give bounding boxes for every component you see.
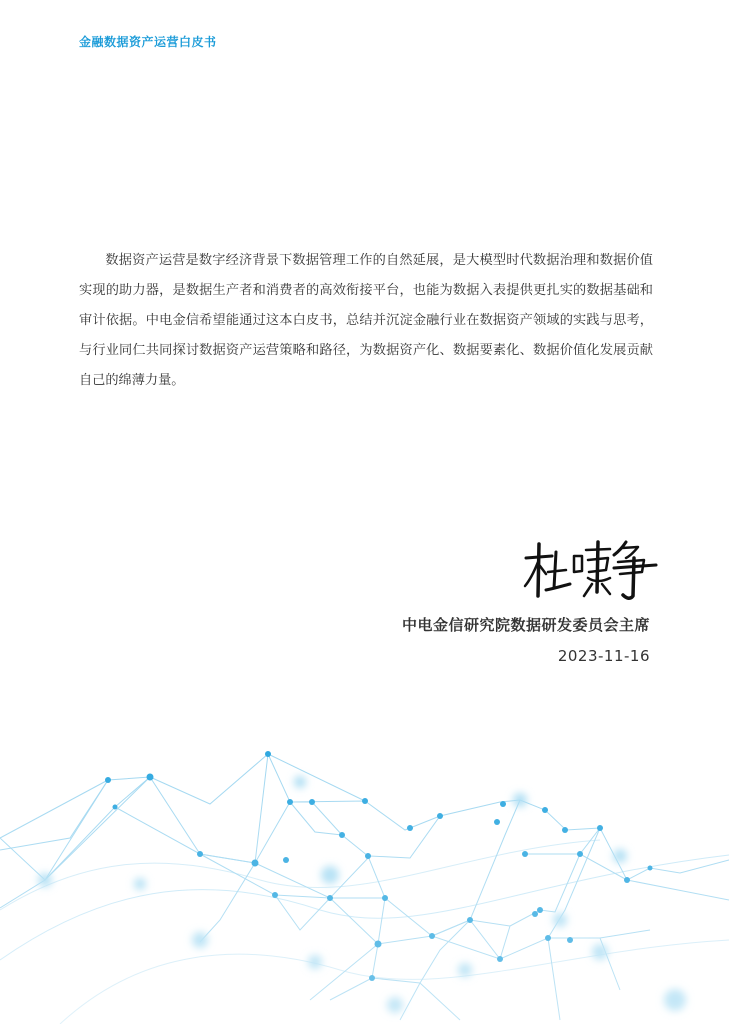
org-name: 中电金信研究院数据研发委员会主席 <box>401 616 650 634</box>
body-paragraph: 数据资产运营是数字经济背景下数据管理工作的自然延展，是大模型时代数据治理和数据价值实现的助力器，是数据生产者和消费者的高效衔接平台，也能为数据入表提供更扎实的数据基础和审计依据。中电金信希望能通过这本白皮书，总结并沉淀金融行业在数据资产领域的实践与思考，与行业同仁共同探讨数据资产运营策略和路径，为数据资产化、数据要素化、数据价值化发展贡献自己的绵薄力量。 <box>79 253 653 388</box>
handwritten-signature <box>522 538 662 602</box>
network-graphic <box>0 730 729 1024</box>
header-title: 金融数据资产运营白皮书 <box>79 35 217 49</box>
signature-date: 2023-11-16 <box>557 647 650 665</box>
